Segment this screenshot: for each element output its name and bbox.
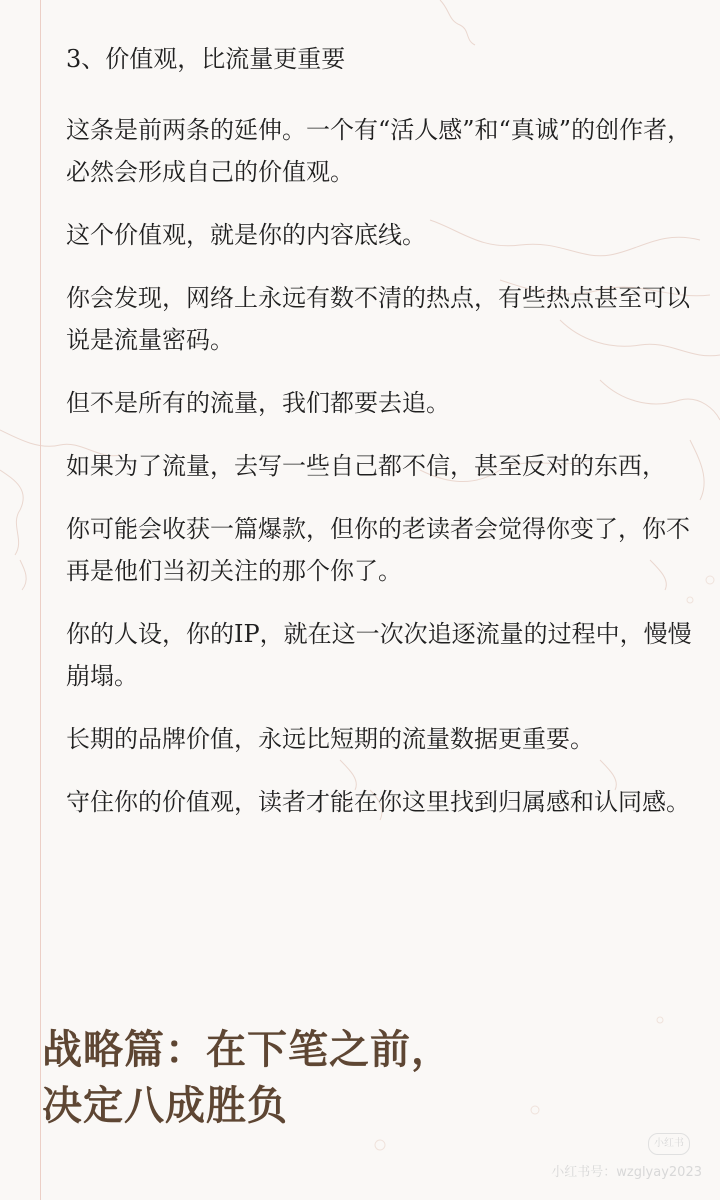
paragraph: 守住你的价值观，读者才能在你这里找到归属感和认同感。 — [66, 788, 690, 816]
paragraph: 长期的品牌价值，永远比短期的流量数据更重要。 — [66, 725, 594, 753]
section-heading: 3、价值观，比流量更重要 — [66, 45, 346, 73]
paragraph: 你会发现，网络上永远有数不清的热点，有些热点甚至可以说是流量密码。 — [66, 284, 690, 354]
notebook-margin-line — [40, 0, 41, 1200]
paragraph: 这个价值观，就是你的内容底线。 — [66, 221, 426, 249]
paragraph: 如果为了流量，去写一些自己都不信，甚至反对的东西， — [66, 452, 666, 480]
next-section-title-line2: 决定八成胜负 — [42, 1082, 288, 1129]
xiaohongshu-logo-badge: 小红书 — [648, 1133, 690, 1155]
next-section-title-line1: 战略篇：在下笔之前， — [42, 1026, 452, 1073]
watermark-text: 小红书号：wzglyay2023 — [551, 1165, 702, 1180]
paragraph: 这条是前两条的延伸。一个有“活人感”和“真诚”的创作者，必然会形成自己的价值观。 — [66, 116, 692, 186]
paragraph: 但不是所有的流量，我们都要去追。 — [66, 389, 450, 417]
paragraph: 你的人设，你的IP，就在这一次次追逐流量的过程中，慢慢崩塌。 — [66, 620, 692, 690]
article-body — [66, 38, 696, 844]
next-section-title — [42, 1022, 702, 1134]
paragraph: 你可能会收获一篇爆款，但你的老读者会觉得你变了，你不再是他们当初关注的那个你了。 — [66, 515, 690, 585]
